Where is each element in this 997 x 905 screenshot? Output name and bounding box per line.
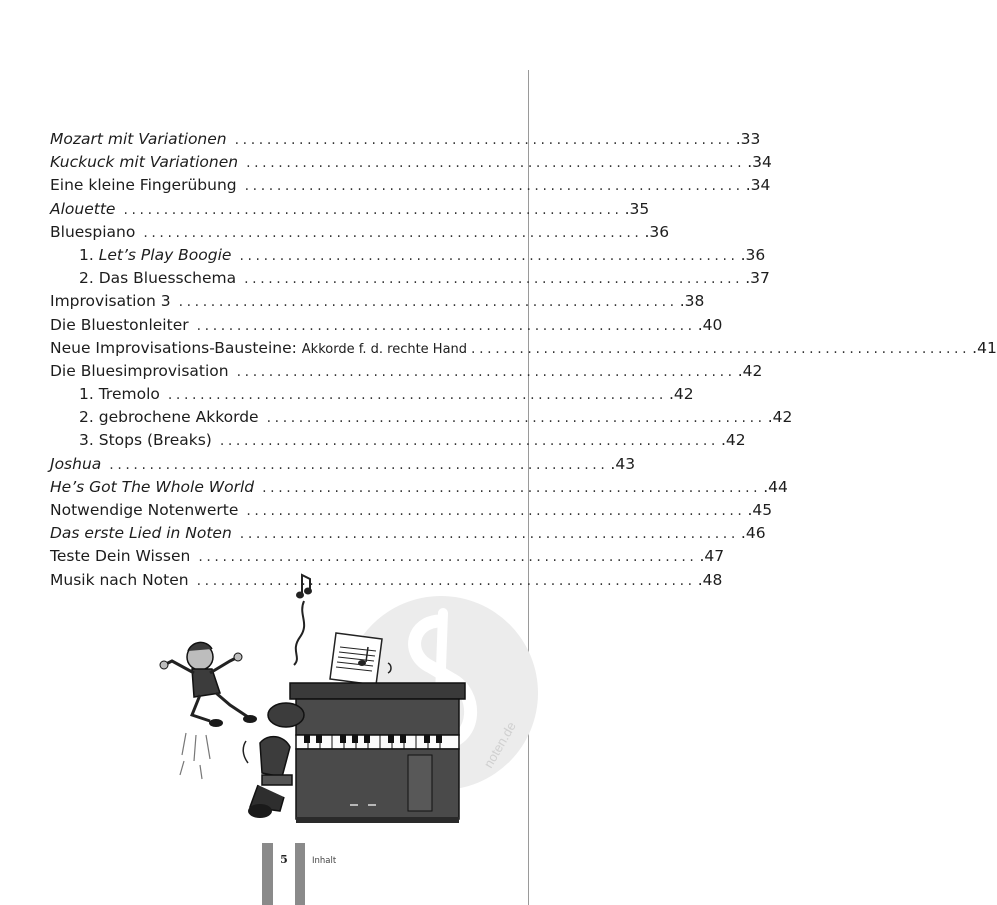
dot-leader: .............................................................. (244, 271, 744, 288)
toc-page: .47 (699, 547, 725, 566)
dot-leader: .............................................................. (123, 201, 623, 218)
toc-title-extra: Akkorde f. d. rechte Hand (301, 341, 468, 357)
toc-entry[interactable] (50, 222, 670, 246)
dot-leader: .............................................................. (246, 503, 746, 519)
dot-leader: .............................................................. (262, 479, 762, 496)
toc-title: Joshua (50, 454, 102, 473)
toc-entry[interactable] (50, 176, 771, 199)
toc-title: Stops (Breaks) (98, 431, 212, 450)
toc-subentry-number: 2. (79, 269, 94, 288)
toc-subentry-number: 1. (79, 385, 94, 404)
toc-entry[interactable] (50, 153, 772, 176)
dot-leader: .............................................................. (236, 363, 736, 380)
dot-leader: .............................................................. (234, 132, 734, 148)
toc-entry[interactable] (50, 501, 773, 524)
toc-subentry[interactable] (50, 408, 793, 431)
toc-page: .44 (763, 477, 788, 496)
toc-page: .37 (745, 269, 770, 288)
toc-title: Die Bluestonleiter (50, 315, 189, 334)
dot-leader: .............................................................. (167, 387, 667, 404)
toc-title: Teste Dein Wissen (50, 547, 191, 566)
toc-title: Das Bluesschema (98, 269, 237, 288)
toc-title: Das erste Lied in Noten (50, 524, 232, 543)
jumping-boy-figure (160, 642, 257, 779)
dot-leader: .............................................................. (143, 224, 643, 241)
toc-title: He’s Got The Whole World (50, 477, 255, 496)
page-footer (262, 843, 382, 905)
toc-page: .42 (720, 431, 746, 450)
dot-leader: .............................................................. (239, 526, 739, 543)
sheet-music-icon (330, 633, 391, 685)
toc-entry[interactable] (50, 524, 766, 547)
toc-entry[interactable] (50, 338, 997, 362)
toc-page: .48 (697, 570, 723, 589)
toc-entry[interactable] (50, 315, 723, 339)
toc-subentry-number: 2. (79, 408, 94, 427)
dot-leader: .............................................................. (244, 178, 744, 195)
dot-leader: .............................................................. (246, 155, 746, 172)
toc-entry[interactable] (50, 361, 763, 385)
toc-entry[interactable] (50, 477, 788, 501)
toc-title: Bluespiano (50, 222, 136, 241)
toc-page: .41 (972, 338, 997, 357)
toc-entry[interactable] (50, 199, 650, 223)
dot-leader: .............................................................. (198, 549, 698, 566)
toc-page: .46 (740, 524, 766, 543)
dot-leader: .............................................................. (239, 247, 739, 264)
toc-page: .40 (697, 315, 723, 334)
toc-title: Alouette (50, 199, 116, 218)
toc-page: .34 (747, 153, 772, 172)
toc-title: Neue Improvisations-Bausteine: (50, 338, 297, 357)
toc-title: Notwendige Notenwerte (50, 501, 239, 519)
toc-title: Let’s Play Boogie (98, 245, 232, 264)
dot-leader: .............................................................. (266, 410, 766, 427)
dot-leader: .............................................................. (196, 317, 696, 334)
dot-leader: .............................................................. (471, 340, 971, 357)
toc-page: .33 (735, 130, 761, 148)
toc-title: Mozart mit Variationen (50, 130, 227, 148)
toc-entry[interactable] (50, 292, 705, 315)
toc-page: .36 (740, 245, 766, 264)
toc-title: gebrochene Akkorde (98, 408, 259, 427)
toc-page: .36 (644, 222, 670, 241)
dot-leader: .............................................................. (109, 456, 609, 473)
footer-bar-left (262, 843, 273, 905)
toc-page: .35 (624, 199, 650, 218)
toc-title: Improvisation 3 (50, 292, 171, 311)
toc-page: .42 (737, 361, 763, 380)
page-number: 5 (280, 853, 288, 866)
footer-bar-right (295, 843, 305, 905)
toc-page: .42 (669, 385, 694, 404)
dot-leader: .............................................................. (178, 294, 678, 311)
toc-title: Tremolo (98, 385, 160, 404)
toc-entry[interactable] (50, 454, 636, 478)
toc-subentry[interactable] (50, 269, 770, 292)
toc-subentry[interactable] (50, 245, 766, 269)
toc-title: Kuckuck mit Variationen (50, 153, 239, 172)
music-note-icon (294, 575, 311, 665)
dot-leader: .............................................................. (196, 572, 696, 589)
piano-cartoon-illustration (150, 565, 480, 835)
toc-page: .42 (767, 408, 793, 427)
watermark-text: noten.de (480, 719, 519, 771)
toc-page: .45 (747, 501, 773, 519)
toc-subentry-number: 3. (79, 431, 94, 450)
dot-leader: .............................................................. (219, 433, 719, 450)
toc-page: .34 (745, 176, 771, 195)
toc-entry[interactable] (50, 130, 761, 153)
toc-page: .38 (679, 292, 705, 311)
toc-subentry[interactable] (50, 431, 746, 454)
toc-title: Die Bluesimprovisation (50, 361, 229, 380)
toc-page: .43 (610, 454, 636, 473)
section-label: Inhalt (312, 856, 337, 866)
upright-piano (290, 683, 465, 823)
toc-title: Musik nach Noten (50, 570, 189, 589)
toc-subentry-number: 1. (79, 245, 94, 264)
toc-subentry[interactable] (50, 385, 694, 408)
table-of-contents (50, 130, 997, 594)
toc-title: Eine kleine Fingerübung (50, 176, 237, 195)
